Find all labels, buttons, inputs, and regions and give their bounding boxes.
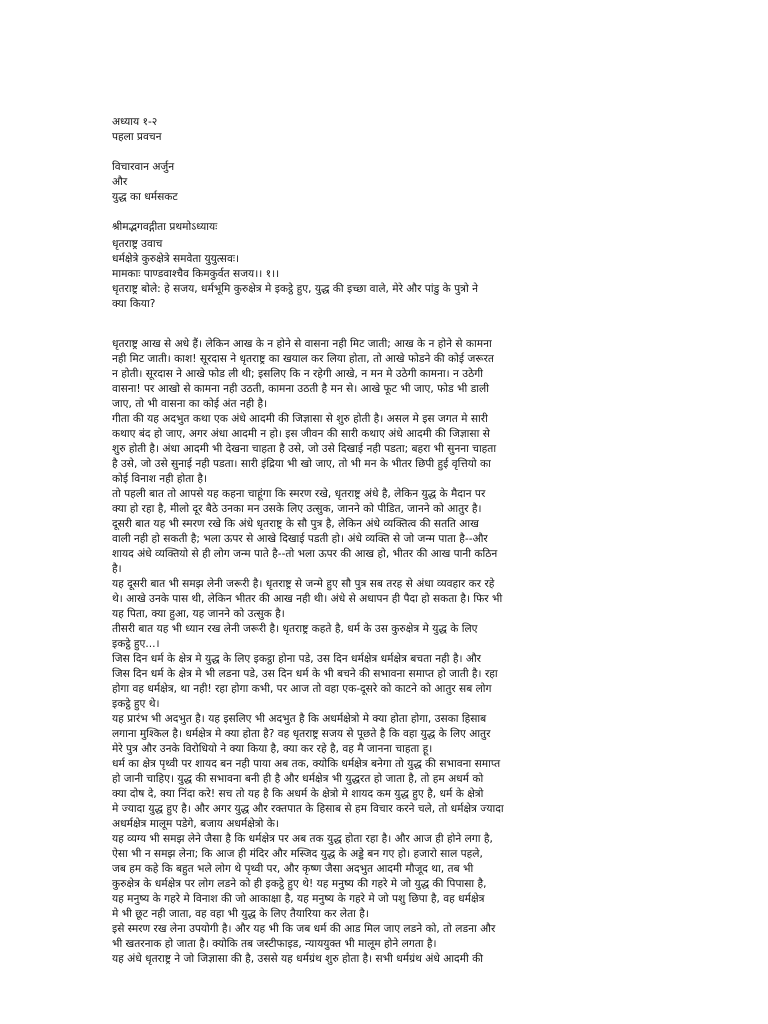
paragraph-line: शुरु होती है। अंधा आदमी भी देखना चाहता है उसे, जो उसे दिखाई नही पडता; बहरा भी सुनना चाहता bbox=[112, 443, 497, 455]
paragraph-line: कथाए बंद हो जाए, अगर अंधा आदमी न हो। इस जीवन की सारी कथाए अंधे आदमी की जिज्ञासा से bbox=[112, 428, 490, 440]
paragraph-line: यह प्रारंभ भी अदभुत है। यह इसलिए भी अदभुत है कि अधर्मक्षेत्रो मे क्या होता होगा, उसका हिसाब bbox=[112, 713, 487, 725]
paragraph-line: है उसे, जो उसे सुनाई नही पडता। सारी इंद्रिया भी खो जाए, तो भी मन के भीतर छिपी हुई वृत्तियो का bbox=[112, 458, 491, 470]
paragraph-line: भी खतरनाक हो जाता है। क्योकि तब जस्टीफाइड, न्याययुक्त भी मालूम होने लगता है। bbox=[112, 938, 437, 950]
shloka-block bbox=[112, 237, 652, 312]
paragraph-line: जिस दिन धर्म के क्षेत्र मे भी लडना पडे, उस दिन धर्म के भी बचने की सभावना समाप्त हो जाती है। रहा bbox=[112, 668, 498, 680]
body-text bbox=[112, 337, 652, 967]
paragraph-line: दूसरी बात यह भी स्मरण रखे कि अंधे धृतराष्ट्र के सौ पुत्र है, लेकिन अंधे व्यक्तित्व की सतति आख bbox=[112, 518, 479, 530]
shloka-line: क्या किया? bbox=[112, 298, 156, 310]
gita-heading: श्रीमद्भगवद्गीता प्रथमोऽध्यायः bbox=[112, 221, 218, 233]
paragraph-line: होगा वह धर्मक्षेत्र, था नही! रहा होगा कभी, पर आज तो वहा एक-दूसरे को काटने को आतुर सब लोग bbox=[112, 683, 492, 695]
paragraph-line: यह पिता, क्या हुआ, यह जानने को उत्सुक है। bbox=[112, 608, 285, 620]
paragraph-line: इकट्ठे हुए...। bbox=[112, 638, 160, 650]
paragraph-line: न होती। सूरदास ने आखे फोड ली थी; इसलिए कि न रहेगी आखे, न मन मे उठेगी कामना। न उठेगी bbox=[112, 368, 483, 380]
shloka-line: धर्मक्षेत्रे कुरुक्षेत्रे समवेता युयुत्सवः। bbox=[112, 253, 240, 265]
paragraph-line: क्या हो रहा है, मीलो दूर बैठे उनका मन उसके लिए उत्सुक, जानने को पीडित, जानने को आतुर है। bbox=[112, 503, 482, 515]
discourse-label: पहला प्रवचन bbox=[112, 131, 162, 143]
title-line: युद्ध का धर्मसकट bbox=[112, 191, 178, 203]
paragraph-line: लगाना मुश्किल है। धर्मक्षेत्र मे क्या होता है? वह धृतराष्ट्र सजय से पूछते है कि वहा युद्ध के लिए आतुर bbox=[112, 728, 491, 740]
paragraph-line: कोई विनाश नही होता है। bbox=[112, 473, 208, 485]
paragraph-line: तो पहली बात तो आपसे यह कहना चाहूंगा कि स्मरण रखे, धृतराष्ट्र अंधे है, लेकिन युद्ध के मैदान पर bbox=[112, 488, 486, 500]
shloka-line: धृतराष्ट्र उवाच bbox=[112, 238, 163, 250]
paragraph-line: जिस दिन धर्म के क्षेत्र मे युद्ध के लिए इकट्ठा होना पडे, उस दिन धर्मक्षेत्र धर्मक्षेत्र बचता नही है। और bbox=[112, 653, 482, 665]
paragraph-line: मे ज्यादा युद्ध हुए है। और अगर युद्ध और रक्तपात के हिसाब से हम विचार करने चले, तो धर्मक्षेत्र ज्यादा bbox=[112, 803, 504, 815]
paragraph-line: धर्म का क्षेत्र पृथ्वी पर शायद बन नही पाया अब तक, क्योकि धर्मक्षेत्र बनेगा तो युद्ध की सभावना समाप्त bbox=[112, 758, 501, 770]
paragraph-line: जाए, तो भी वासना का कोई अंत नही है। bbox=[112, 398, 268, 410]
paragraph-line: यह मनुष्य के गहरे मे विनाश की जो आकाक्षा है, यह मनुष्य के गहरे मे जो पशु छिपा है, वह धर्मक्षेत्र bbox=[112, 893, 485, 905]
paragraph-line: शायद अंधे व्यक्तियो से ही लोग जन्म पाते है--तो भला ऊपर की आख हो, भीतर की आख पानी कठिन bbox=[112, 548, 498, 560]
paragraph-line: है। bbox=[112, 563, 122, 575]
paragraph-line: मेरे पुत्र और उनके विरोधियो ने क्या किया है, क्या कर रहे है, वह मै जानना चाहता हू। bbox=[112, 743, 433, 755]
paragraph-line: इकट्ठे हुए थे। bbox=[112, 698, 160, 710]
title-line: और bbox=[112, 176, 128, 188]
paragraph-line: धृतराष्ट्र आख से अधे हैं। लेकिन आख के न होने से वासना नही मिट जाती; आख के न होने से कामना bbox=[112, 338, 492, 350]
title-line: विचारवान अर्जुन bbox=[112, 161, 175, 173]
paragraph-line: अधर्मक्षेत्र मालूम पडेगे, बजाय अधर्मक्षेत्रो के। bbox=[112, 818, 279, 830]
paragraph-line: गीता की यह अदभुत कथा एक अंधे आदमी की जिज्ञासा से शुरु होती है। असल मे इस जगत मे सारी bbox=[112, 413, 488, 425]
paragraph-line: कुरुक्षेत्र के धर्मक्षेत्र पर लोग लडने को ही इकट्ठे हुए थे! यह मनुष्य की गहरे मे जो युद्ध की पिपासा है, bbox=[112, 878, 487, 890]
paragraph-line: तीसरी बात यह भी ध्यान रख लेनी जरूरी है। धृतराष्ट्र कहते है, धर्म के उस कुरुक्षेत्र मे युद्ध के लिए bbox=[112, 623, 478, 635]
paragraph-line: ऐसा भी न समझ लेना; कि आज ही मंदिर और मस्जिद युद्ध के अड्डे बन गए हो। हजारो साल पहले, bbox=[112, 848, 483, 860]
paragraph-line: यह दूसरी बात भी समझ लेनी जरूरी है। धृतराष्ट्र से जन्मे हुए सौ पुत्र सब तरह से अंधा व्यवहार कर रहे bbox=[112, 578, 495, 590]
paragraph-line: जब हम कहे कि बहुत भले लोग थे पृथ्वी पर, और कृष्ण जैसा अदभुत आदमी मौजूद था, तब भी bbox=[112, 863, 474, 875]
paragraph-line: नही मिट जाती। काश! सूरदास ने धृतराष्ट्र का खयाल कर लिया होता, तो आखे फोडने की कोई जरूरत bbox=[112, 353, 494, 365]
paragraph-line: मे भी छूट नही जाता, वह वहा भी युद्ध के लिए तैयारिया कर लेता है। bbox=[112, 908, 369, 920]
chapter-number: अध्याय १-२ bbox=[112, 116, 158, 128]
paragraph-line: वाली नही हो सकती है; भला ऊपर से आखे दिखाई पडती हो। अंधे व्यक्ति से जो जन्म पाता है--और bbox=[112, 533, 488, 545]
chapter-header bbox=[112, 115, 652, 235]
shloka-line: धृतराष्ट्र बोले: हे सजय, धर्मभूमि कुरुक्षेत्र मे इकट्ठे हुए, युद्ध की इच्छा वाले, मेरे और पांडु के पुत्रो ने bbox=[112, 283, 478, 295]
paragraph-line: क्या दोष दे, क्या निंदा करे! सच तो यह है कि अधर्म के क्षेत्रो मे शायद कम युद्ध हुए है, धर्म के क्षेत्रो bbox=[112, 788, 484, 800]
paragraph-line: यह अंधे धृतराष्ट्र ने जो जिज्ञासा की है, उससे यह धर्मग्रंथ शुरु होता है। सभी धर्मग्रंथ अंधे आदमी की bbox=[112, 953, 483, 965]
paragraph-line: वासना! पर आखो से कामना नही उठती, कामना उठती है मन से। आखे फूट भी जाए, फोड भी डाली bbox=[112, 383, 489, 395]
paragraph-line: थे। आखे उनके पास थी, लेकिन भीतर की आख नही थी। अंधे से अधापन ही पैदा हो सकता है। फिर भी bbox=[112, 593, 503, 605]
shloka-line: मामकाः पाण्डवाश्चैव किमकुर्वत सजय।। १।। bbox=[112, 268, 280, 280]
paragraph-line: यह व्यग्य भी समझ लेने जैसा है कि धर्मक्षेत्र पर अब तक युद्ध होता रहा है। और आज ही होने लगा है, bbox=[112, 833, 493, 845]
paragraph-line: हो जानी चाहिए। युद्ध की सभावना बनी ही है और धर्मक्षेत्र भी युद्धरत हो जाता है, तो हम अधर्म को bbox=[112, 773, 484, 785]
paragraph-line: इसे स्मरण रख लेना उपयोगी है। और यह भी कि जब धर्म की आड मिल जाए लडने को, तो लडना और bbox=[112, 923, 496, 935]
